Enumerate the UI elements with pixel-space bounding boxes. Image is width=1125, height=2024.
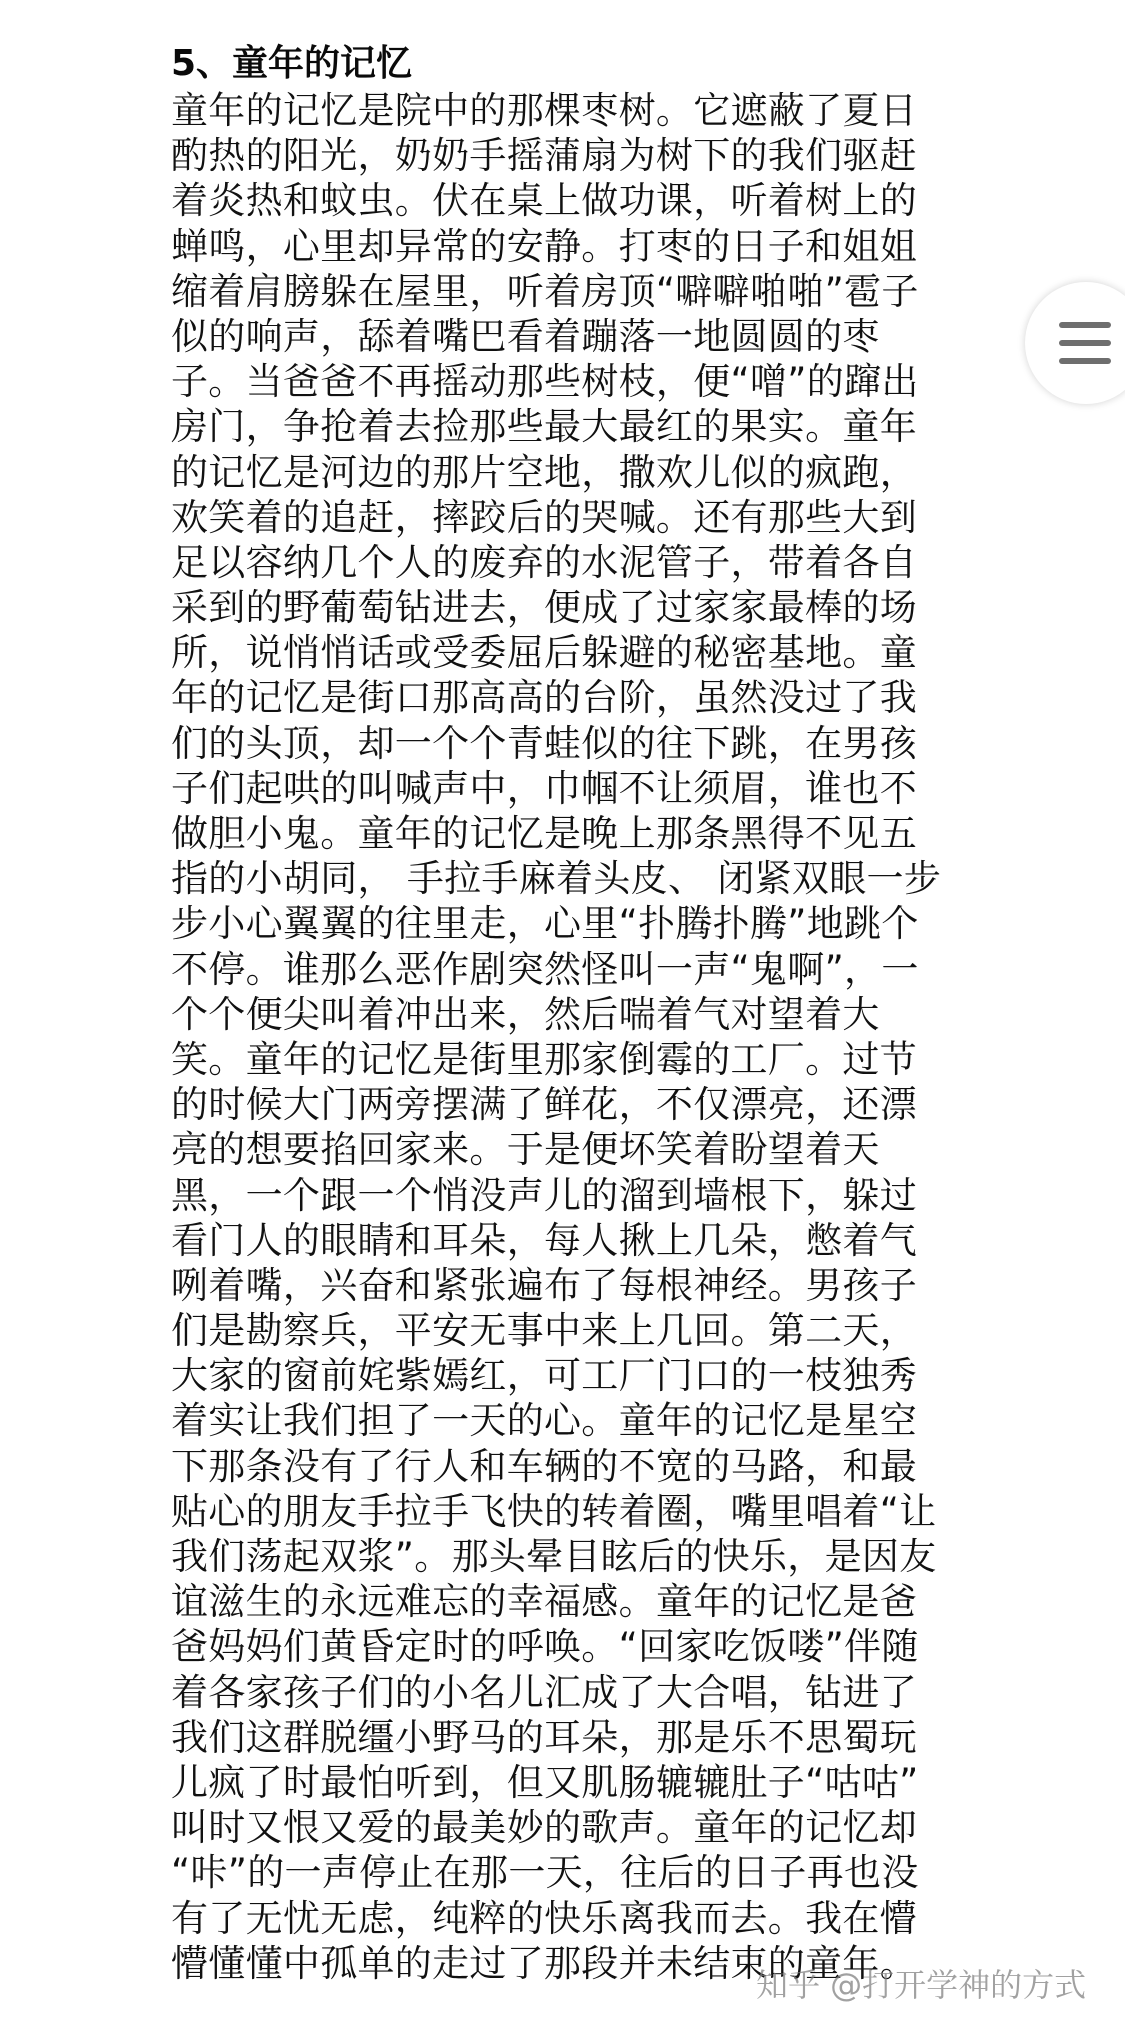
body-line: 指的小胡同， 手拉手麻着头皮、 闭紧双眼一步 [171,857,942,901]
body-line: 亮的想要掐回家来。于是便坏笑着盼望着天 [171,1128,880,1172]
body-line: 黑，一个跟一个悄没声儿的溜到墙根下，躲过 [171,1173,917,1217]
body-line: 们的头顶，却一个个青蛙似的往下跳，在男孩 [171,721,917,765]
body-line: 欢笑着的追赶，摔跤后的哭喊。还有那些大到 [171,495,917,539]
body-line: 所，说悄悄话或受委屈后躲避的秘密基地。童 [171,631,917,675]
zhihu-watermark: 知乎 @打开学神的方式 [756,1966,1087,2004]
body-line: 懵懂懂中孤单的走过了那段并未结束的童年。 [171,1941,917,1985]
body-line: 足以容纳几个人的废弃的水泥管子，带着各自 [171,540,917,584]
body-line: 我们荡起双浆”。那头晕目眩后的快乐，是因友 [171,1535,937,1578]
body-line: 采到的野葡萄钻进去，便成了过家家最棒的场 [171,586,917,630]
body-line: 看门人的眼睛和耳朵，每人揪上几朵，憋着气 [171,1218,917,1262]
body-line: 的时候大门两旁摆满了鲜花，不仅漂亮，还漂 [171,1083,917,1127]
body-line: 童年的记忆是院中的那棵枣树。它遮蔽了夏日 [171,89,917,132]
body-line: 下那条没有了行人和车辆的不宽的马路，和最 [171,1444,917,1488]
body-line: 儿疯了时最怕听到，但又肌肠辘辘肚子“咕咕” [171,1760,919,1804]
article-body [171,88,971,1986]
body-line: 我们这群脱缰小野马的耳朵，那是乐不思蜀玩 [171,1715,917,1759]
body-line: 着各家孩子们的小名儿汇成了大合唱，钻进了 [171,1670,917,1714]
hamburger-menu-icon [1059,322,1111,364]
body-line: 酌热的阳光，奶奶手摇蒲扇为树下的我们驱赶 [171,134,917,178]
body-line: 不停。谁那么恶作剧突然怪叫一声“鬼啊”，一 [171,947,919,991]
body-line: 年的记忆是街口那高高的台阶，虽然没过了我 [171,676,917,720]
body-line: 着炎热和蚊虫。伏在桌上做功课，听着树上的 [171,179,917,223]
body-line: 的记忆是河边的那片空地，撒欢儿似的疯跑， [171,450,917,494]
body-line: 个个便尖叫着冲出来，然后喘着气对望着大 [171,992,880,1036]
body-line: 蝉鸣，心里却异常的安静。打枣的日子和姐姐 [171,224,917,268]
body-line: 叫时又恨又爱的最美妙的歌声。童年的记忆却 [171,1806,917,1850]
body-line: 缩着肩膀躲在屋里，听着房顶“噼噼啪啪”雹子 [171,269,919,313]
body-line: “咔”的一声停止在那一天，往后的日子再也没 [171,1851,919,1895]
body-line: 子。当爸爸不再摇动那些树枝，便“噌”的蹿出 [171,360,919,404]
body-line: 笑。童年的记忆是街里那家倒霉的工厂。过节 [171,1037,917,1081]
body-line: 有了无忧无虑，纯粹的快乐离我而去。我在懵 [171,1896,917,1940]
body-line: 大家的窗前姹紫嫣红，可工厂门口的一枝独秀 [171,1354,917,1398]
body-line: 子们起哄的叫喊声中，巾帼不让须眉，谁也不 [171,766,917,810]
floating-menu-button[interactable] [1025,282,1125,404]
body-line: 爸妈妈们黄昏定时的呼唤。“回家吃饭喽”伴随 [171,1625,919,1669]
article-title: 5、童年的记忆 [171,43,413,84]
body-line: 谊滋生的永远难忘的幸福感。童年的记忆是爸 [171,1580,917,1624]
body-line: 做胆小鬼。童年的记忆是晚上那条黑得不见五 [171,812,917,855]
body-line: 房门，争抢着去捡那些最大最红的果实。童年 [171,405,917,449]
body-line: 们是勘察兵，平安无事中来上几回。第二天， [171,1309,917,1353]
body-line: 贴心的朋友手拉手飞快的转着圈，嘴里唱着“让 [171,1489,937,1533]
body-line: 着实让我们担了一天的心。童年的记忆是星空 [171,1399,917,1443]
body-line: 似的响声，舔着嘴巴看着蹦落一地圆圆的枣 [171,314,880,358]
body-line: 步小心翼翼的往里走，心里“扑腾扑腾”地跳个 [171,902,919,946]
body-line: 咧着嘴，兴奋和紧张遍布了每根神经。男孩子 [171,1263,917,1307]
